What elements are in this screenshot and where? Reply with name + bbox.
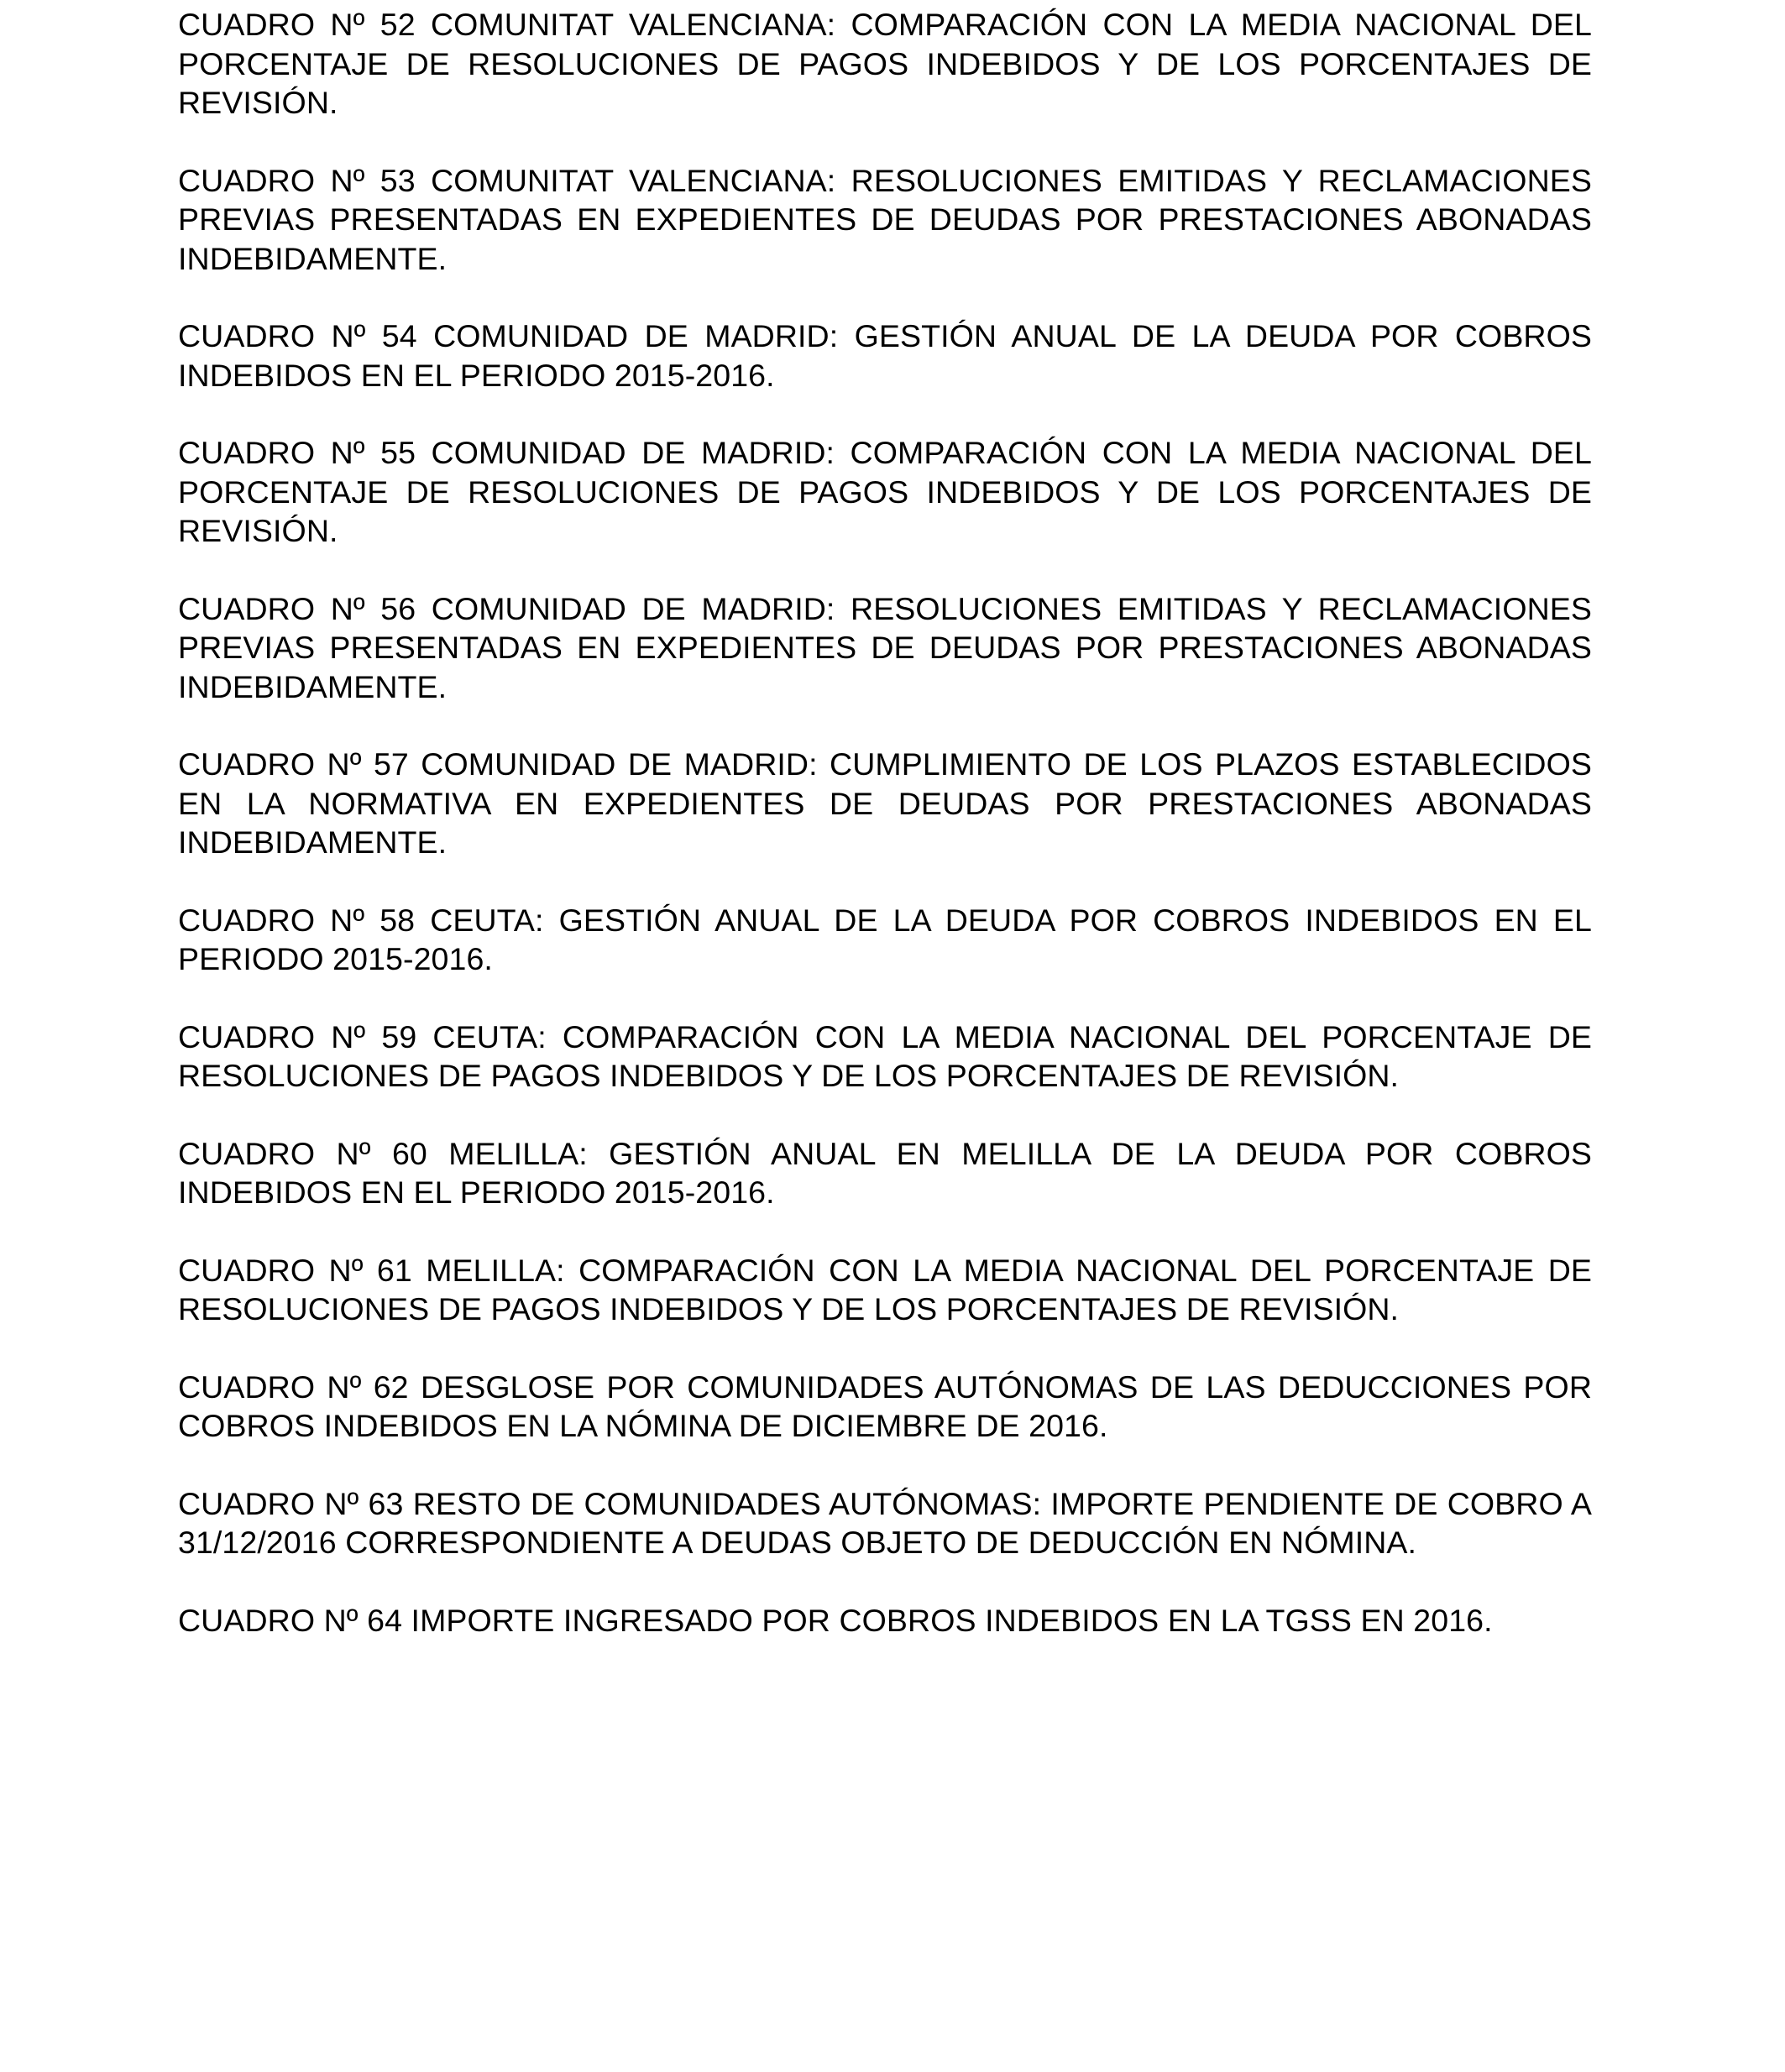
- cuadro-53-entry: CUADRO Nº 53 COMUNITAT VALENCIANA: RESOLUCIONES EMITIDAS Y RECLAMACIONES PREVIAS PRESENTADAS EN EXPEDIENTES DE DEUDAS POR PRESTACIONES ABONADAS INDEBIDAMENTE.: [178, 162, 1592, 276]
- cuadro-64-entry: CUADRO Nº 64 IMPORTE INGRESADO POR COBROS INDEBIDOS EN LA TGSS EN 2016.: [178, 1602, 1493, 1638]
- cuadro-56-entry: CUADRO Nº 56 COMUNIDAD DE MADRID: RESOLUCIONES EMITIDAS Y RECLAMACIONES PREVIAS PRESENTADAS EN EXPEDIENTES DE DEUDAS POR PRESTACIONES ABONADAS INDEBIDAMENTE.: [178, 590, 1592, 704]
- cuadro-52-entry: CUADRO Nº 52 COMUNITAT VALENCIANA: COMPARACIÓN CON LA MEDIA NACIONAL DEL PORCENTAJE DE RESOLUCIONES DE PAGOS INDEBIDOS Y DE LOS PORCENTAJES DE REVISIÓN.: [178, 7, 1592, 120]
- cuadro-59-entry: CUADRO Nº 59 CEUTA: COMPARACIÓN CON LA MEDIA NACIONAL DEL PORCENTAJE DE RESOLUCIONES DE PAGOS INDEBIDOS Y DE LOS PORCENTAJES DE REVISIÓN.: [178, 1018, 1592, 1093]
- cuadro-61-entry: CUADRO Nº 61 MELILLA: COMPARACIÓN CON LA MEDIA NACIONAL DEL PORCENTAJE DE RESOLUCIONES DE PAGOS INDEBIDOS Y DE LOS PORCENTAJES DE REVISIÓN.: [178, 1252, 1592, 1326]
- cuadro-55-entry: CUADRO Nº 55 COMUNIDAD DE MADRID: COMPARACIÓN CON LA MEDIA NACIONAL DEL PORCENTAJE DE RESOLUCIONES DE PAGOS INDEBIDOS Y DE LOS PORCENTAJES DE REVISIÓN.: [178, 435, 1592, 548]
- document-page: [178, 5, 1592, 1678]
- cuadro-57-entry: CUADRO Nº 57 COMUNIDAD DE MADRID: CUMPLIMIENTO DE LOS PLAZOS ESTABLECIDOS EN LA NORMATIVA EN EXPEDIENTES DE DEUDAS POR PRESTACIONES ABONADAS INDEBIDAMENTE.: [178, 746, 1592, 860]
- cuadro-60-entry: CUADRO Nº 60 MELILLA: GESTIÓN ANUAL EN MELILLA DE LA DEUDA POR COBROS INDEBIDOS EN EL PERIODO 2015-2016.: [178, 1135, 1592, 1210]
- cuadro-54-entry: CUADRO Nº 54 COMUNIDAD DE MADRID: GESTIÓN ANUAL DE LA DEUDA POR COBROS INDEBIDOS EN EL PERIODO 2015-2016.: [178, 318, 1592, 393]
- cuadro-58-entry: CUADRO Nº 58 CEUTA: GESTIÓN ANUAL DE LA DEUDA POR COBROS INDEBIDOS EN EL PERIODO 2015-2016.: [178, 902, 1592, 976]
- cuadro-62-entry: CUADRO Nº 62 DESGLOSE POR COMUNIDADES AUTÓNOMAS DE LAS DEDUCCIONES POR COBROS INDEBIDOS EN LA NÓMINA DE DICIEMBRE DE 2016.: [178, 1368, 1592, 1443]
- cuadro-63-entry: CUADRO Nº 63 RESTO DE COMUNIDADES AUTÓNOMAS: IMPORTE PENDIENTE DE COBRO A 31/12/2016 CORRESPONDIENTE A DEUDAS OBJETO DE DEDUCCIÓN EN NÓMINA.: [178, 1485, 1592, 1560]
